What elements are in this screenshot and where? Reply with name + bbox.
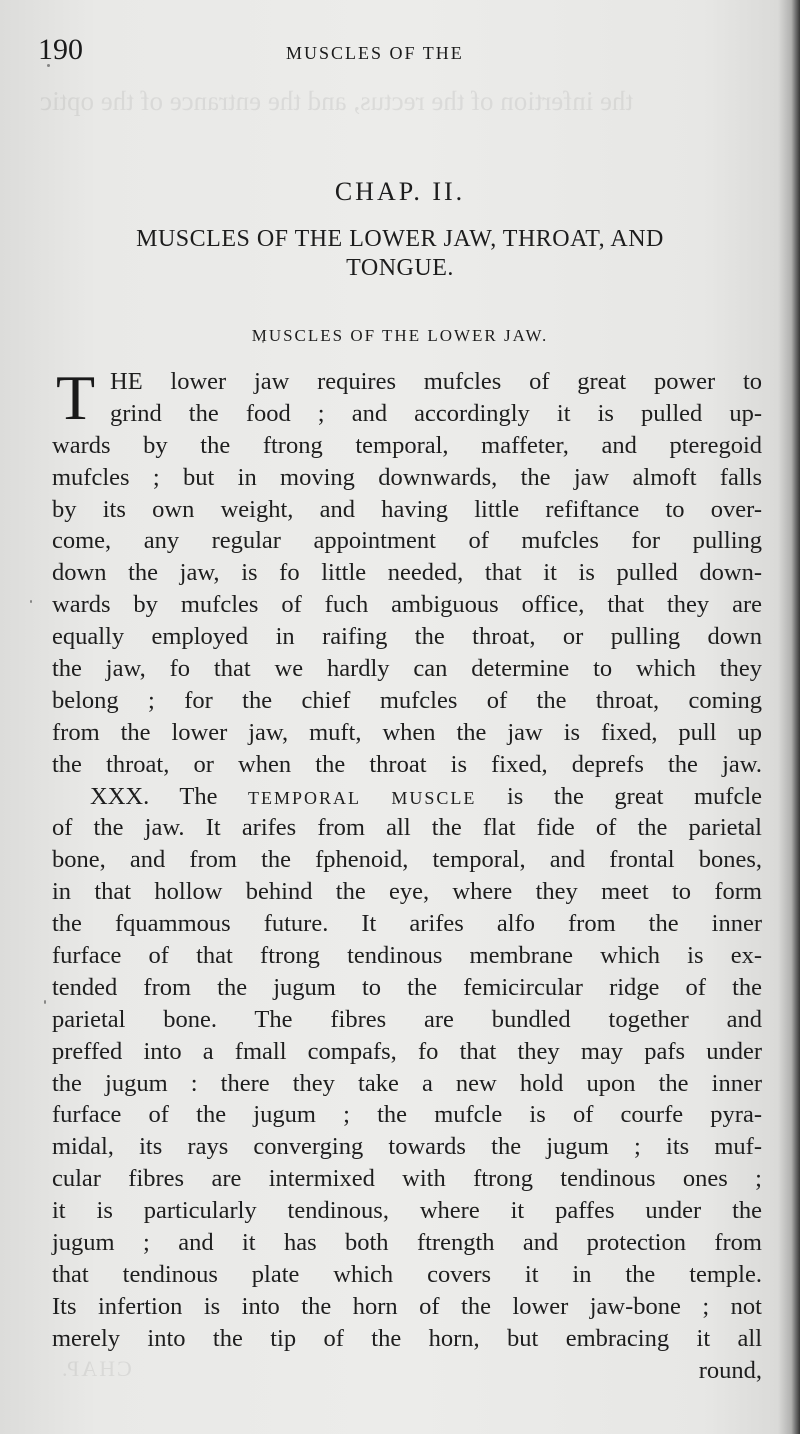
text-line: from the lower jaw, muft, when the jaw is fixed, pull up: [52, 718, 762, 746]
text-line: furface of that ftrong tendinous membrane which is ex-: [52, 942, 762, 970]
text-line: by its own weight, and having little refiftance to over-: [52, 495, 762, 523]
text-line: Its infertion is into the horn of the lower jaw-bone ; not: [52, 1292, 762, 1320]
chapter-title-line: MUSCLES OF THE LOWER JAW, THROAT, AND: [136, 226, 664, 252]
text-line: preffed into a fmall compafs, fo that they may pafs under: [52, 1037, 762, 1065]
catchword: round,: [698, 1356, 762, 1384]
text-line: come, any regular appointment of mufcles for pulling: [52, 527, 762, 555]
text-line: grind the food ; and accordingly it is pulled up-: [110, 399, 762, 427]
page-edge-shadow: [778, 0, 800, 1434]
body-text: [52, 362, 762, 1387]
text-line: equally employed in raifing the throat, or pulling down: [52, 623, 762, 651]
running-head: MUSCLES OF THE: [286, 43, 464, 63]
show-through-text-bottom: CHAP.: [60, 1356, 132, 1381]
text-line: the fquammous future. It arifes alfo from the inner: [52, 910, 762, 938]
text-line: furface of the jugum ; the mufcle is of courfe pyra-: [52, 1101, 762, 1129]
drop-cap: T: [56, 362, 96, 433]
text-line: the throat, or when the throat is fixed, deprefs the jaw.: [52, 750, 762, 778]
show-through-text-top: the infertion of the rectus, and the entrance of the optic: [40, 86, 634, 116]
text-line: belong ; for the chief mufcles of the throat, coming: [52, 686, 762, 714]
text-line: jugum ; and it has both ftrength and protection from: [52, 1229, 762, 1257]
text-line: parietal bone. The fibres are bundled together and: [52, 1005, 762, 1033]
text-line: mufcles ; but in moving downwards, the jaw almoft falls: [52, 463, 762, 491]
text-line: that tendinous plate which covers it in the temple.: [52, 1260, 762, 1288]
text-line: wards by the ftrong temporal, maffeter, and pteregoid: [52, 431, 762, 459]
text-line: midal, its rays converging towards the jugum ; its muf-: [52, 1133, 762, 1161]
text-line: the jaw, fo that we hardly can determine to which they: [52, 655, 762, 683]
text-line: in that hollow behind the eye, where they meet to form: [52, 878, 762, 906]
text-line: wards by mufcles of fuch ambiguous office, that they are: [52, 591, 762, 619]
text-line: XXX. The TEMPORAL MUSCLE is the great mufcle: [90, 782, 762, 810]
text-line: cular fibres are intermixed with ftrong tendinous ones ;: [52, 1165, 762, 1193]
page-number: 190: [38, 33, 83, 66]
chapter-title-line: TONGUE.: [346, 255, 454, 281]
chapter-heading: CHAP. II.: [334, 177, 466, 206]
section-subtitle: MUSCLES OF THE LOWER JAW.: [251, 326, 549, 345]
text-line: HE lower jaw requires mufcles of great power to: [110, 368, 762, 395]
text-line: down the jaw, is fo little needed, that it is pulled down-: [52, 559, 762, 587]
page-header: [38, 32, 738, 72]
ink-speck: [30, 600, 32, 603]
ink-speck: [44, 1000, 46, 1004]
text-line: the jugum : there they take a new hold upon the inner: [52, 1069, 762, 1097]
small-caps-term: TEMPORAL MUSCLE: [248, 787, 477, 808]
text-line: tended from the jugum to the femicircular ridge of the: [52, 973, 762, 1001]
text-line: of the jaw. It arifes from all the flat fide of the parietal: [52, 814, 762, 842]
text-line: it is particularly tendinous, where it paffes under the: [52, 1197, 762, 1225]
text-line: bone, and from the fphenoid, temporal, and frontal bones,: [52, 846, 762, 874]
chapter-title: [50, 225, 750, 283]
text-line: merely into the tip of the horn, but embracing it all: [52, 1324, 762, 1352]
